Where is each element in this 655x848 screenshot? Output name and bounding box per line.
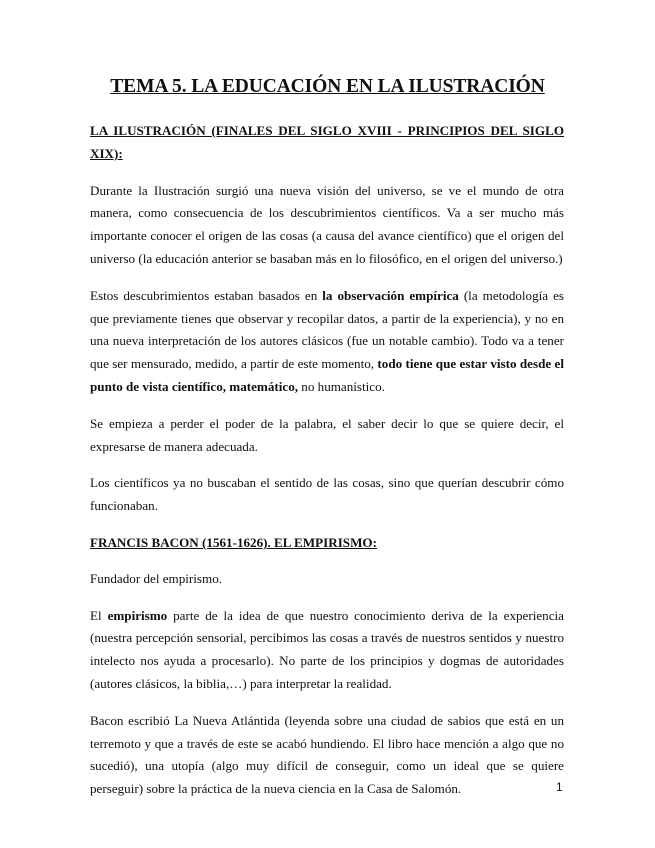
paragraph-illustration-1: Durante la Ilustración surgió una nueva visión del universo, se ve el mundo de otra manera, como consecuencia de los descubrimientos científicos. Va a ser mucho más importante conocer el origen de las cosas (a causa del avance científico) que el origen del universo (la educación anterior se basaban más en lo filosófico, en el origen del universo.) — [90, 182, 564, 266]
text-segment: no humanístico. — [298, 378, 385, 394]
paragraph-bacon-1: Fundador del empirismo. — [90, 570, 223, 586]
bold-term-empiricism: empirismo — [107, 607, 168, 623]
document-body — [90, 120, 564, 815]
paragraph-bacon-3: Bacon escribió La Nueva Atlántida (leyenda sobre una ciudad de sabios que está en un terremoto y que a través de este se acabó hundiendo. El libro hace mención a algo que no sucedió), una utopía (algo muy difícil de conseguir, como un ideal que se quiere perseguir) sobre la práctica de la nueva ciencia en la Casa de Salomón. — [90, 712, 564, 797]
section-heading-illustration: LA ILUSTRACIÓN (FINALES DEL SIGLO XVIII - PRINCIPIOS DEL SIGLO XIX): — [90, 123, 564, 161]
section-heading-bacon: FRANCIS BACON (1561-1626). EL EMPIRISMO: — [90, 534, 377, 550]
paragraph-illustration-2 — [90, 285, 564, 399]
text-segment: parte de la idea de que nuestro conocimiento deriva de la experiencia (nuestra percepción sensorial, percibimos las cosas a través de nuestros sentidos y nuestro intelecto nos ayuda a procesarlo). No parte de los principios y dogmas de autoridades (autores clásicos, la biblia,…) para interpretar la realidad. — [90, 607, 564, 691]
bold-scientific-viewpoint: todo tiene que estar visto desde el punto de vista científico, matemático, — [90, 356, 564, 394]
text-segment: El — [90, 607, 108, 623]
document-title: TEMA 5. LA EDUCACIÓN EN LA ILUSTRACIÓN — [110, 76, 545, 97]
paragraph-illustration-3: Se empieza a perder el poder de la palabra, el saber decir lo que se quiere decir, el expresarse de manera adecuada. — [90, 415, 564, 454]
text-segment: (la metodología es que previamente tienes que observar y recopilar datos, a partir de la experiencia), y no en una nueva interpretación de los autores clásicos (fue un notable cambio). Todo va a tener que ser mensurado, medido, a partir de este momento, — [90, 287, 564, 372]
bold-term-empirical-observation: la observación empírica — [322, 287, 459, 303]
page-number: 1 — [556, 780, 563, 794]
paragraph-illustration-4: Los científicos ya no buscaban el sentido de las cosas, sino que querían descubrir cómo funcionaban. — [90, 475, 564, 514]
paragraph-bacon-2 — [90, 605, 564, 696]
text-segment: Estos descubrimientos estaban basados en — [90, 287, 323, 303]
